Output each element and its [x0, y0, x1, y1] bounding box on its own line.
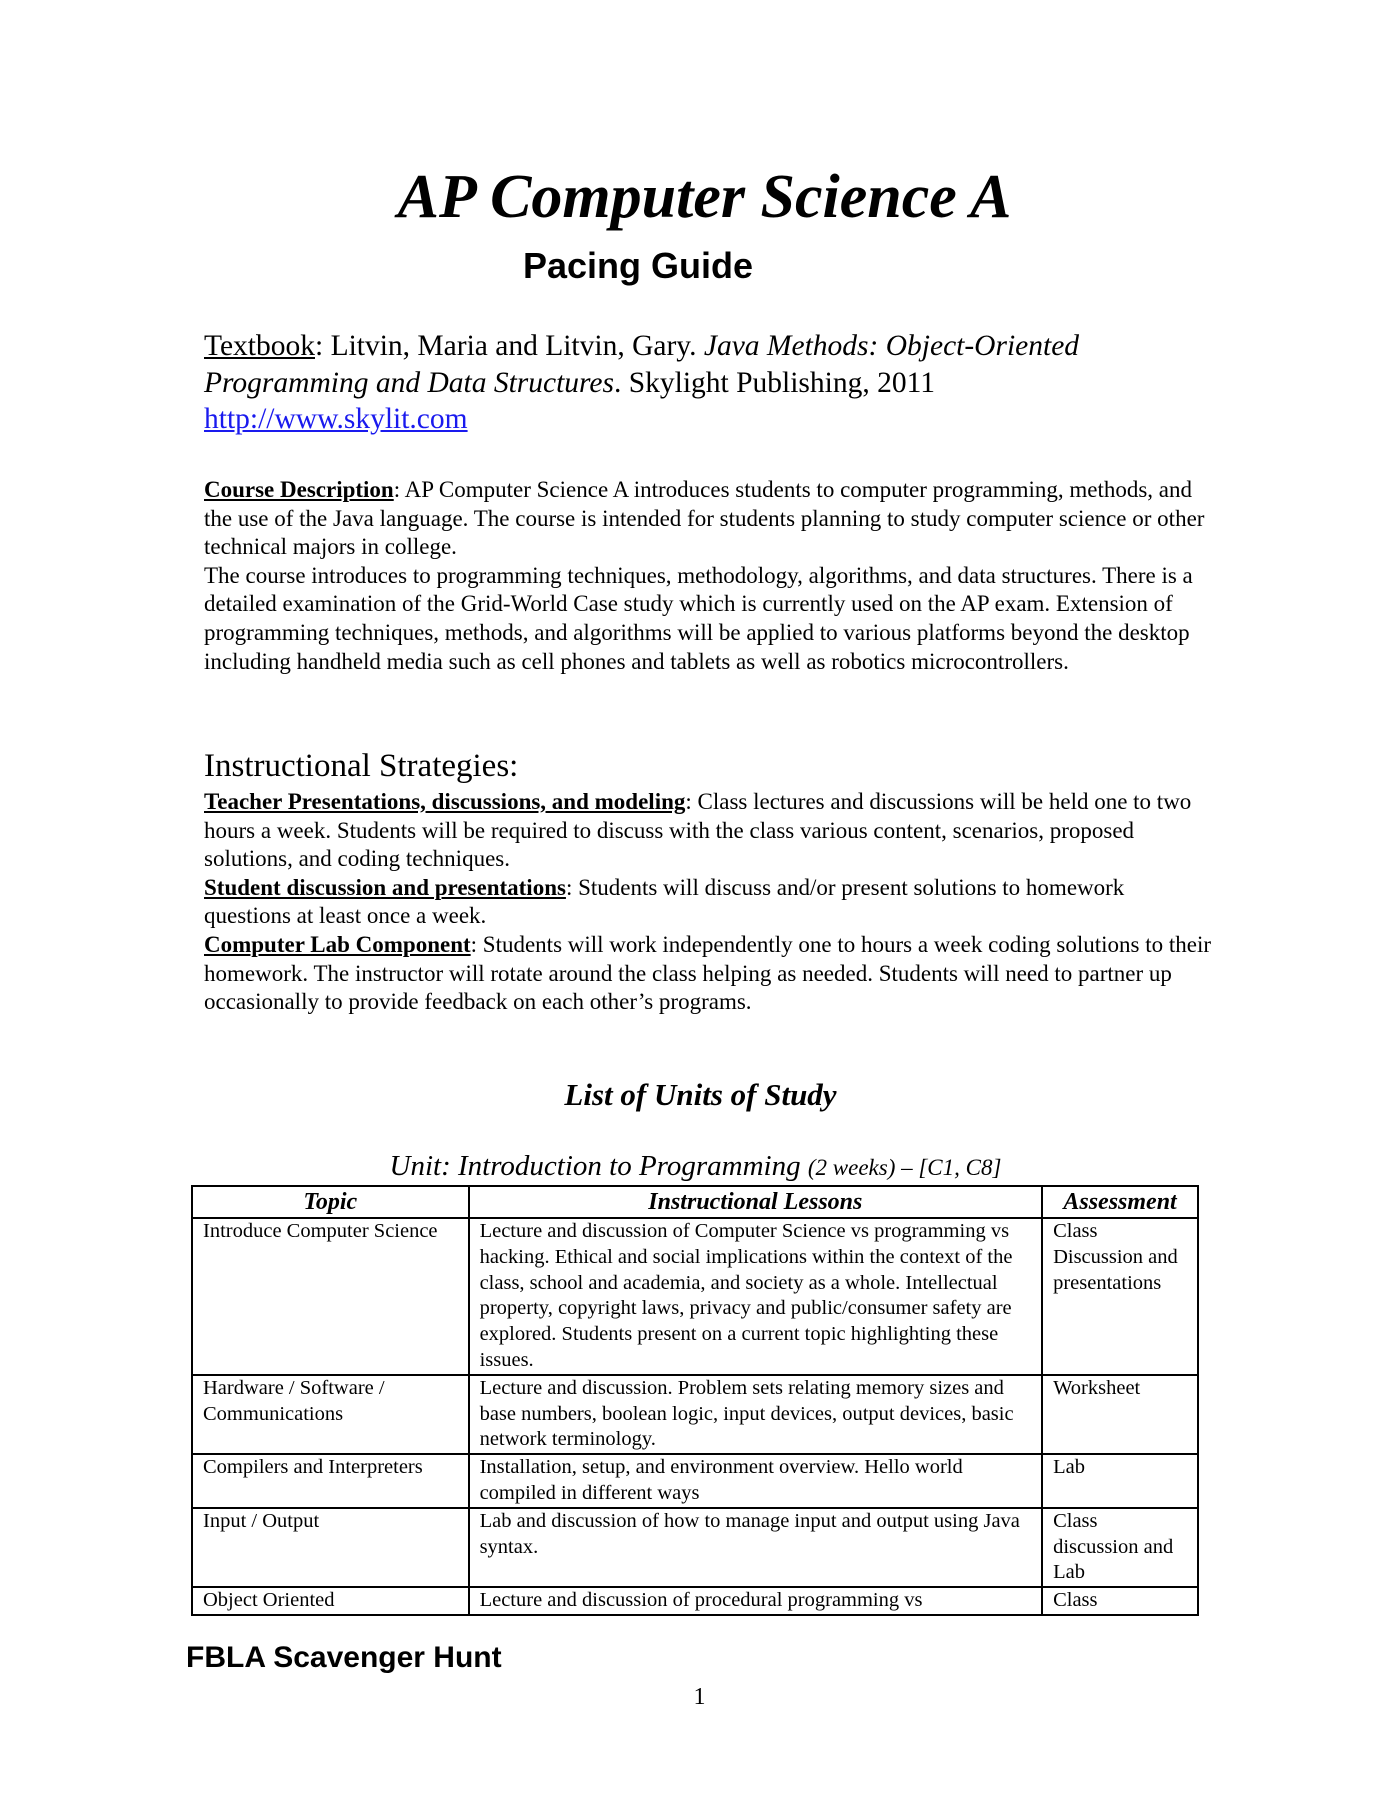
table-row: [192, 1508, 1198, 1587]
cell-topic: Object Oriented: [192, 1587, 469, 1615]
strategy-item: [204, 788, 1214, 874]
unit-title: [0, 1148, 1391, 1186]
units-table: [191, 1185, 1199, 1616]
course-description-label: Course Description: [204, 477, 394, 502]
cell-assessment: Class: [1042, 1587, 1198, 1615]
unit-title-text: Unit: Introduction to Programming: [389, 1150, 808, 1182]
column-header-assessment: Assessment: [1042, 1186, 1198, 1218]
textbook-authors: : Litvin, Maria and Litvin, Gary.: [315, 330, 704, 362]
course-description-text: : AP Computer Science A introduces students to computer programming, methods, and the use of the Java language. The course is intended for students planning to study computer science or other technical majors in college.: [204, 477, 1205, 560]
cell-assessment: Class Discussion and presentations: [1042, 1218, 1198, 1375]
column-header-lessons: Instructional Lessons: [469, 1186, 1043, 1218]
textbook-citation: [204, 328, 1204, 438]
strategy-text: : Class lectures and discussions will be held one to two hours a week. Students will be required to discuss with the class various content, scenarios, proposed solutions, and coding techniques.: [204, 789, 1192, 872]
document-subtitle: Pacing Guide: [523, 245, 754, 286]
cell-assessment: Lab: [1042, 1454, 1198, 1508]
cell-lessons: Lab and discussion of how to manage input and output using Java syntax.: [469, 1508, 1043, 1587]
textbook-publisher: . Skylight Publishing, 2011: [614, 366, 935, 399]
strategy-text: : Students will discuss and/or present solutions to homework questions at least once a week.: [204, 874, 1125, 929]
cell-assessment: Worksheet: [1042, 1375, 1198, 1454]
footer-label: FBLA Scavenger Hunt: [186, 1641, 502, 1674]
document-title: AP Computer Science A: [397, 163, 1012, 231]
strategy-item: [204, 931, 1214, 1017]
strategy-label: Student discussion and presentations: [204, 874, 566, 900]
table-header-row: [192, 1186, 1198, 1218]
cell-lessons: Lecture and discussion of Computer Science vs programming vs hacking. Ethical and social implications within the context of the class, school and academia, and society as a whole. Intellectual property, copyright laws, privacy and public/consumer safety are explored. Students present on a current topic highlighting these issues.: [469, 1218, 1043, 1375]
table-row: [192, 1587, 1198, 1615]
textbook-label: Textbook: [204, 330, 315, 362]
cell-topic: Introduce Computer Science: [192, 1218, 469, 1375]
course-description-text-2: The course introduces to programming techniques, methodology, algorithms, and data structures. There is a detailed examination of the Grid-World Case study which is currently used on the AP exam. Extension of programming techniques, methods, and algorithms will be applied to various platforms beyond the desktop including handheld media such as cell phones and tablets as well as robotics microcontrollers.: [204, 562, 1193, 674]
table-row: [192, 1218, 1198, 1375]
cell-lessons: Installation, setup, and environment overview. Hello world compiled in different ways: [469, 1454, 1043, 1508]
column-header-topic: Topic: [192, 1186, 469, 1218]
strategy-label: Computer Lab Component: [204, 931, 471, 957]
table-row: [192, 1454, 1198, 1508]
page-number: 1: [693, 1684, 706, 1710]
instructional-strategies: [204, 788, 1214, 1017]
cell-lessons: Lecture and discussion of procedural programming vs: [469, 1587, 1043, 1615]
table-row: [192, 1375, 1198, 1454]
course-description: [204, 476, 1214, 676]
strategy-item: [204, 874, 1214, 931]
unit-meta: (2 weeks) – [C1, C8]: [807, 1155, 1002, 1180]
units-heading: List of Units of Study: [564, 1077, 837, 1112]
textbook-link[interactable]: http://www.skylit.com: [204, 403, 468, 435]
instructional-strategies-heading: Instructional Strategies:: [204, 748, 519, 784]
cell-topic: Compilers and Interpreters: [192, 1454, 469, 1508]
cell-lessons: Lecture and discussion. Problem sets relating memory sizes and base numbers, boolean logic, input devices, output devices, basic network terminology.: [469, 1375, 1043, 1454]
strategy-text: : Students will work independently one to hours a week coding solutions to their homework. The instructor will rotate around the class helping as needed. Students will need to partner up occasionally to provide feedback on each other’s programs.: [204, 931, 1212, 1015]
cell-topic: Input / Output: [192, 1508, 469, 1587]
cell-topic: Hardware / Software / Communications: [192, 1375, 469, 1454]
strategy-label: Teacher Presentations, discussions, and modeling: [204, 789, 686, 814]
cell-assessment: Class discussion and Lab: [1042, 1508, 1198, 1587]
textbook-book-title: Java Methods: Object-Oriented Programming and Data Structures: [204, 330, 1080, 399]
